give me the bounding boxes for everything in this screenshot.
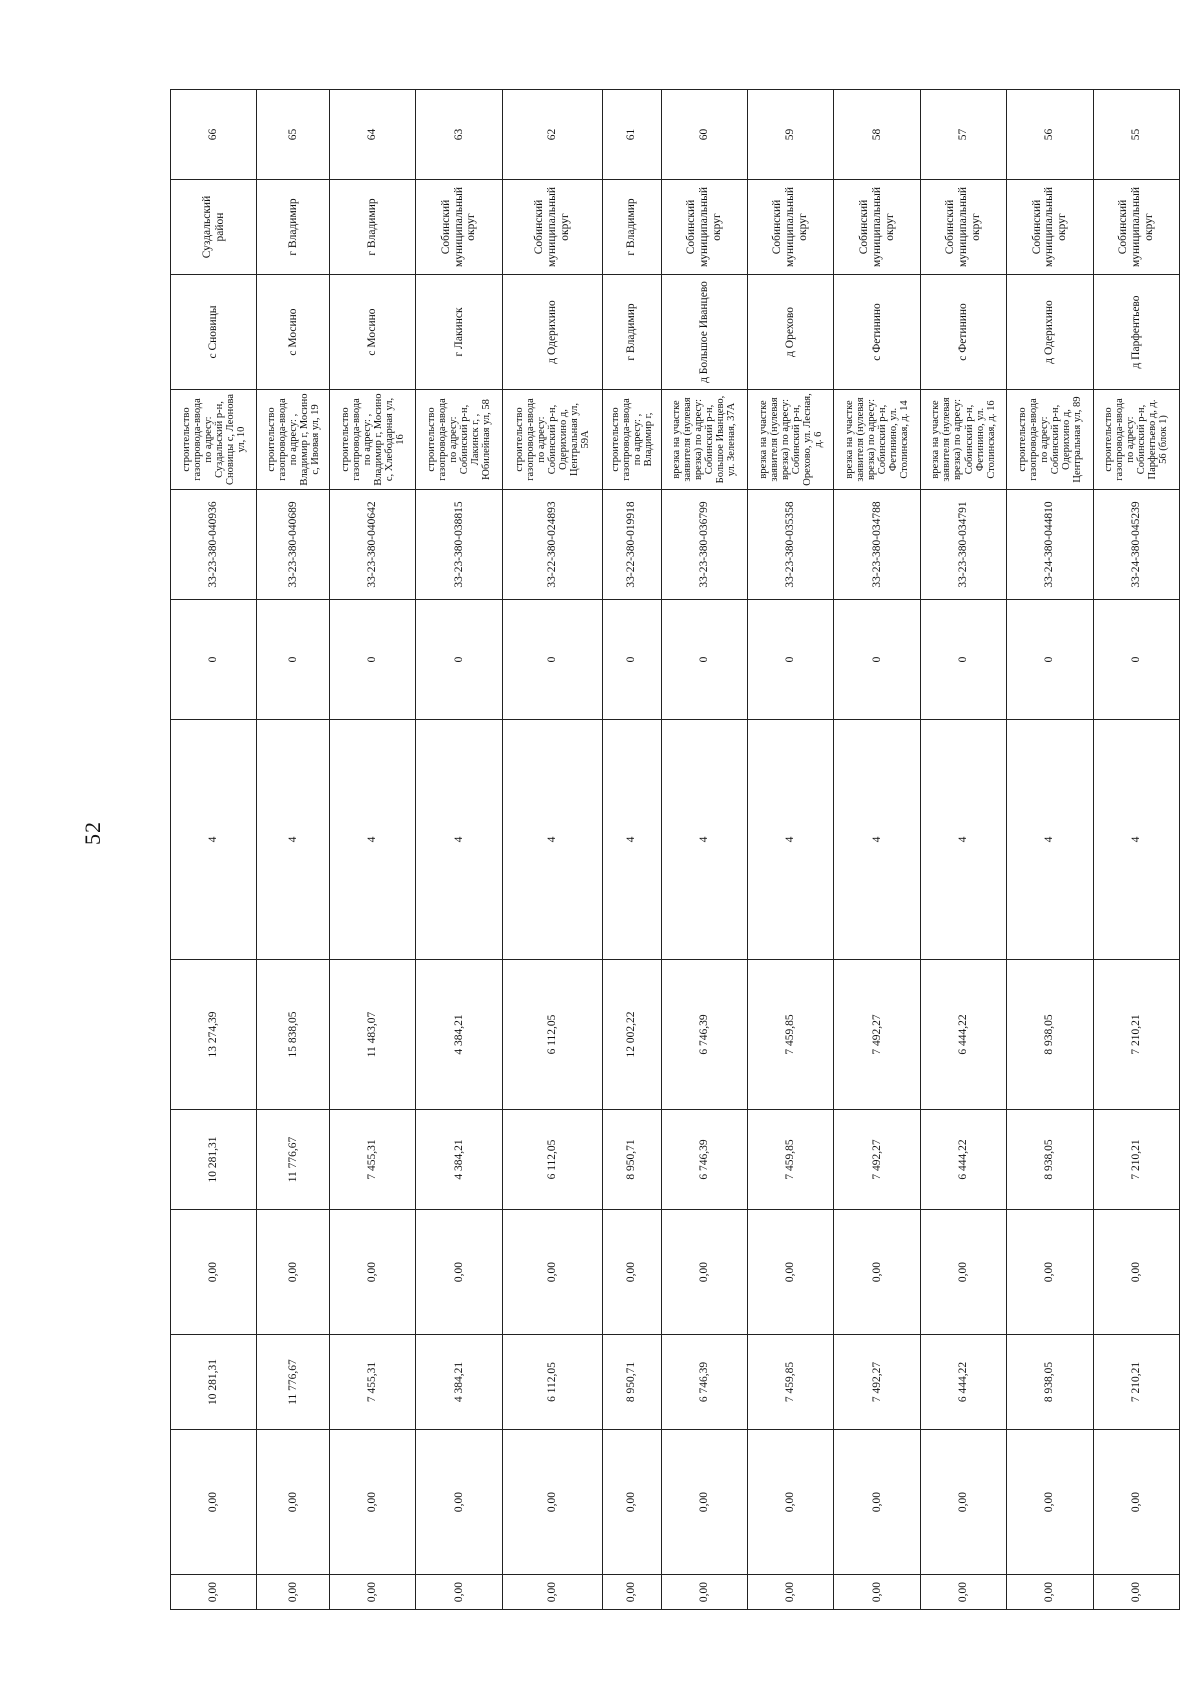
table-row [748,90,834,1610]
locality-cell: г Владимир [602,275,661,390]
rotated-table-wrapper [170,90,1180,1610]
total-cell: 6 112,05 [502,1335,602,1430]
column-10-cell: 0,00 [502,1210,602,1335]
work-description-cell: строительство газопровода-ввода по адресу: Собинский р-н, Лакинск г, , Юбилейная ул, 58 [416,390,502,490]
total-cell: 8 950,71 [602,1335,661,1430]
column-10-cell: 0,00 [920,1210,1006,1335]
locality-cell: с Сновицы [171,275,257,390]
district-cell: Собинский муниципальный округ [920,180,1006,275]
cadastral-number-cell: 33-23-380-034791 [920,490,1006,600]
total-cell: 8 938,05 [1007,1335,1093,1430]
table-row [1007,90,1093,1610]
column-12-cell: 0,00 [171,1430,257,1575]
district-cell: Собинский муниципальный округ [416,180,502,275]
column-12-cell: 0,00 [661,1430,747,1575]
district-cell: Суздальский район [171,180,257,275]
district-cell: г Владимир [329,180,415,275]
work-description-cell: строительство газопровода-ввода по адресу: Собинский р-н, Одерихино д, Центральная ул, 89 [1007,390,1093,490]
column-6-cell: 0 [171,600,257,720]
column-12-cell: 0,00 [920,1430,1006,1575]
work-description-cell: строительство газопровода-ввода по адресу: , Владимир г, Мосино с, Хлебодарная ул, 16 [329,390,415,490]
district-cell: Собинский муниципальный округ [748,180,834,275]
column-10-cell: 0,00 [661,1210,747,1335]
column-10-cell: 0,00 [748,1210,834,1335]
column-13-cell: 0,00 [1007,1575,1093,1610]
locality-cell: д Одерихино [1007,275,1093,390]
column-13-cell: 0,00 [661,1575,747,1610]
work-description-cell: строительство газопровода-ввода по адресу: , Владимир г, Мосино с, Ивовая ул, 19 [257,390,330,490]
cadastral-number-cell: 33-22-380-024893 [502,490,602,600]
total-cell: 6 746,39 [661,1335,747,1430]
amount-cell: 4 384,21 [416,1110,502,1210]
column-10-cell: 0,00 [1093,1210,1179,1335]
column-10-cell: 0,00 [171,1210,257,1335]
amount-cell: 7 455,31 [329,1110,415,1210]
amount-cell: 11 776,67 [257,1110,330,1210]
row-number: 56 [1007,90,1093,180]
column-12-cell: 0,00 [502,1430,602,1575]
column-10-cell: 0,00 [257,1210,330,1335]
district-cell: Собинский муниципальный округ [1093,180,1179,275]
cadastral-number-cell: 33-23-380-040936 [171,490,257,600]
district-cell: Собинский муниципальный округ [1007,180,1093,275]
cost-cell: 15 838,05 [257,960,330,1110]
work-description-cell: строительство газопровода-ввода по адресу: Суздальский р-н, Сновицы с, Леонова ул, 10 [171,390,257,490]
column-12-cell: 0,00 [748,1430,834,1575]
work-description-cell: врезка на участке заявителя (нулевая врезка) по адресу: Собинский р-н, Фетинино, ул. Столинская, д. 16 [920,390,1006,490]
cadastral-number-cell: 33-23-380-038815 [416,490,502,600]
column-13-cell: 0,00 [171,1575,257,1610]
amount-cell: 6 112,05 [502,1110,602,1210]
column-13-cell: 0,00 [416,1575,502,1610]
amount-cell: 7 459,85 [748,1110,834,1210]
table-row [602,90,661,1610]
column-6-cell: 0 [502,600,602,720]
column-6-cell: 0 [1093,600,1179,720]
column-10-cell: 0,00 [602,1210,661,1335]
total-cell: 6 444,22 [920,1335,1006,1430]
cadastral-number-cell: 33-23-380-035358 [748,490,834,600]
cost-cell: 4 384,21 [416,960,502,1110]
cadastral-number-cell: 33-24-380-044810 [1007,490,1093,600]
cost-cell: 8 938,05 [1007,960,1093,1110]
cadastral-number-cell: 33-22-380-019918 [602,490,661,600]
district-cell: г Владимир [257,180,330,275]
cost-cell: 6 746,39 [661,960,747,1110]
column-13-cell: 0,00 [329,1575,415,1610]
table-body [171,90,1180,1610]
locality-cell: с Мосино [329,275,415,390]
cost-cell: 13 274,39 [171,960,257,1110]
total-cell: 10 281,31 [171,1335,257,1430]
column-7-cell: 4 [661,720,747,960]
row-number: 66 [171,90,257,180]
cost-cell: 7 492,27 [834,960,920,1110]
row-number: 65 [257,90,330,180]
column-6-cell: 0 [661,600,747,720]
column-13-cell: 0,00 [920,1575,1006,1610]
cadastral-number-cell: 33-24-380-045239 [1093,490,1179,600]
amount-cell: 8 938,05 [1007,1110,1093,1210]
column-6-cell: 0 [329,600,415,720]
column-12-cell: 0,00 [602,1430,661,1575]
column-7-cell: 4 [602,720,661,960]
table-row [1093,90,1179,1610]
column-6-cell: 0 [834,600,920,720]
table-row [920,90,1006,1610]
table-row [171,90,257,1610]
total-cell: 11 776,67 [257,1335,330,1430]
column-12-cell: 0,00 [834,1430,920,1575]
column-6-cell: 0 [416,600,502,720]
row-number: 58 [834,90,920,180]
row-number: 62 [502,90,602,180]
row-number: 64 [329,90,415,180]
table-row [834,90,920,1610]
total-cell: 4 384,21 [416,1335,502,1430]
locality-cell: д Парфентьево [1093,275,1179,390]
cost-cell: 6 112,05 [502,960,602,1110]
total-cell: 7 210,21 [1093,1335,1179,1430]
locality-cell: с Фетинино [834,275,920,390]
total-cell: 7 492,27 [834,1335,920,1430]
amount-cell: 8 950,71 [602,1110,661,1210]
column-7-cell: 4 [920,720,1006,960]
column-10-cell: 0,00 [1007,1210,1093,1335]
work-description-cell: строительство газопровода-ввода по адресу: Собинский р-н, Парфентьево д, д. 56 (блок 1) [1093,390,1179,490]
column-7-cell: 4 [748,720,834,960]
cost-cell: 11 483,07 [329,960,415,1110]
column-7-cell: 4 [834,720,920,960]
column-13-cell: 0,00 [748,1575,834,1610]
row-number: 61 [602,90,661,180]
cost-cell: 7 210,21 [1093,960,1179,1110]
column-12-cell: 0,00 [1093,1430,1179,1575]
cost-cell: 12 002,22 [602,960,661,1110]
column-12-cell: 0,00 [1007,1430,1093,1575]
district-cell: г Владимир [602,180,661,275]
row-number: 59 [748,90,834,180]
locality-cell: д Орехово [748,275,834,390]
cost-cell: 7 459,85 [748,960,834,1110]
amount-cell: 10 281,31 [171,1110,257,1210]
column-6-cell: 0 [602,600,661,720]
work-description-cell: врезка на участке заявителя (нулевая врезка) по адресу: Собинский р-н, Большое Иванцево, ул. Зеленая, 37А [661,390,747,490]
column-6-cell: 0 [257,600,330,720]
column-7-cell: 4 [1093,720,1179,960]
column-6-cell: 0 [1007,600,1093,720]
table-row [329,90,415,1610]
data-table [170,89,1180,1610]
work-description-cell: врезка на участке заявителя (нулевая врезка) по адресу: Собинский р-н, Фетинино, ул. Столинская, д. 14 [834,390,920,490]
column-12-cell: 0,00 [329,1430,415,1575]
table-row [502,90,602,1610]
column-6-cell: 0 [748,600,834,720]
column-10-cell: 0,00 [416,1210,502,1335]
locality-cell: с Фетинино [920,275,1006,390]
row-number: 57 [920,90,1006,180]
column-13-cell: 0,00 [602,1575,661,1610]
cadastral-number-cell: 33-23-380-040642 [329,490,415,600]
cadastral-number-cell: 33-23-380-036799 [661,490,747,600]
column-7-cell: 4 [1007,720,1093,960]
column-13-cell: 0,00 [834,1575,920,1610]
district-cell: Собинский муниципальный округ [661,180,747,275]
column-7-cell: 4 [257,720,330,960]
cadastral-number-cell: 33-23-380-040689 [257,490,330,600]
district-cell: Собинский муниципальный округ [502,180,602,275]
row-number: 60 [661,90,747,180]
amount-cell: 7 492,27 [834,1110,920,1210]
column-13-cell: 0,00 [257,1575,330,1610]
total-cell: 7 459,85 [748,1335,834,1430]
locality-cell: д Большое Иванцево [661,275,747,390]
column-6-cell: 0 [920,600,1006,720]
column-12-cell: 0,00 [416,1430,502,1575]
column-7-cell: 4 [502,720,602,960]
amount-cell: 7 210,21 [1093,1110,1179,1210]
column-13-cell: 0,00 [502,1575,602,1610]
column-7-cell: 4 [171,720,257,960]
column-12-cell: 0,00 [257,1430,330,1575]
amount-cell: 6 444,22 [920,1110,1006,1210]
total-cell: 7 455,31 [329,1335,415,1430]
work-description-cell: строительство газопровода-ввода по адресу: , Владимир г, [602,390,661,490]
column-7-cell: 4 [329,720,415,960]
work-description-cell: врезка на участке заявителя (нулевая врезка) по адресу: Собинский р-н, Орехово, ул. Лесная, д. 6 [748,390,834,490]
column-10-cell: 0,00 [834,1210,920,1335]
column-10-cell: 0,00 [329,1210,415,1335]
table-row [257,90,330,1610]
table-row [661,90,747,1610]
locality-cell: г Лакинск [416,275,502,390]
amount-cell: 6 746,39 [661,1110,747,1210]
column-7-cell: 4 [416,720,502,960]
row-number: 55 [1093,90,1179,180]
row-number: 63 [416,90,502,180]
cadastral-number-cell: 33-23-380-034788 [834,490,920,600]
locality-cell: д Одерихино [502,275,602,390]
work-description-cell: строительство газопровода-ввода по адресу: Собинский р-н, Одерихино д, Центральная ул, 59А [502,390,602,490]
cost-cell: 6 444,22 [920,960,1006,1110]
column-13-cell: 0,00 [1093,1575,1179,1610]
district-cell: Собинский муниципальный округ [834,180,920,275]
page-number: 52 [80,821,105,845]
locality-cell: с Мосино [257,275,330,390]
table-row [416,90,502,1610]
